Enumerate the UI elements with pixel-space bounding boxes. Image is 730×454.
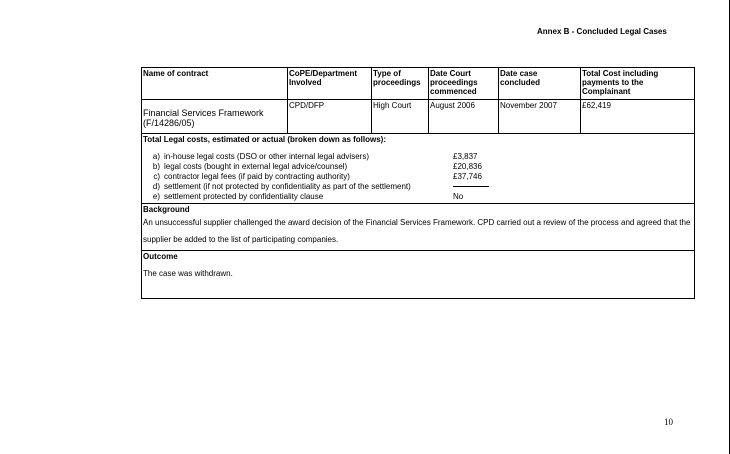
header-date-concluded: Date case concluded <box>499 68 581 100</box>
cost-item-label: settlement protected by confidentiality clause <box>164 192 324 201</box>
settlement-blank-line <box>453 182 489 187</box>
cost-item-letter: b) <box>152 162 160 171</box>
outcome-title: Outcome <box>143 252 178 261</box>
outcome-text: The case was withdrawn. <box>143 269 233 278</box>
table-header-row <box>142 68 695 100</box>
cost-breakdown-list <box>143 152 488 202</box>
costs-row <box>142 134 695 204</box>
cell-total-cost: £62,419 <box>581 100 695 134</box>
table-row <box>142 100 695 134</box>
cost-item-letter: a) <box>152 152 160 161</box>
cost-item-label: contractor legal fees (if paid by contracting authority) <box>164 172 350 181</box>
header-date-commenced: Date Court proceedings commenced <box>429 68 499 100</box>
outcome-cell <box>142 251 695 299</box>
cost-item-value: £3,837 <box>453 152 478 161</box>
costs-title: Total Legal costs, estimated or actual (broken down as follows): <box>143 135 387 144</box>
annex-heading: Annex B - Concluded Legal Cases <box>537 27 667 36</box>
list-item <box>143 192 488 202</box>
cost-item-letter: e) <box>152 192 160 201</box>
cell-proceedings-type: High Court <box>372 100 429 134</box>
cost-item-label: in-house legal costs (DSO or other internal legal advisers) <box>164 152 369 161</box>
list-item <box>143 152 488 162</box>
header-total-cost: Total Cost including payments to the Complainant <box>581 68 695 100</box>
background-title: Background <box>143 205 190 214</box>
concluded-case-table <box>141 67 695 299</box>
cost-item-letter: c) <box>153 172 160 181</box>
header-department: CoPE/Department Involved <box>288 68 372 100</box>
cost-item-letter: d) <box>152 182 160 191</box>
costs-cell <box>142 134 695 204</box>
header-contract: Name of contract <box>142 68 288 100</box>
page-number: 10 <box>664 417 673 427</box>
list-item <box>143 162 488 172</box>
list-item <box>143 172 488 182</box>
cost-item-label: settlement (if not protected by confidentiality as part of the settlement) <box>164 182 411 191</box>
cell-date-concluded: November 2007 <box>499 100 581 134</box>
cell-department: CPD/DFP <box>288 100 372 134</box>
cost-item-value: £20,836 <box>453 162 482 171</box>
cell-contract <box>142 100 288 134</box>
cell-date-commenced: August 2006 <box>429 100 499 134</box>
outcome-row <box>142 251 695 299</box>
cost-item-value: £37,746 <box>453 172 482 181</box>
contract-name: Financial Services Framework (F/14286/05) <box>143 108 264 128</box>
header-proceedings-type: Type of proceedings <box>372 68 429 100</box>
cost-item-label: legal costs (bought in external legal advice/counsel) <box>164 162 348 171</box>
background-cell <box>142 204 695 251</box>
list-item <box>143 182 488 192</box>
background-text: An unsuccessful supplier challenged the award decision of the Financial Services Framework. CPD carried out a review of the process and agreed that the supplier be added to the list of participating companies. <box>143 218 691 244</box>
cost-item-value: No <box>453 192 464 201</box>
background-row <box>142 204 695 251</box>
